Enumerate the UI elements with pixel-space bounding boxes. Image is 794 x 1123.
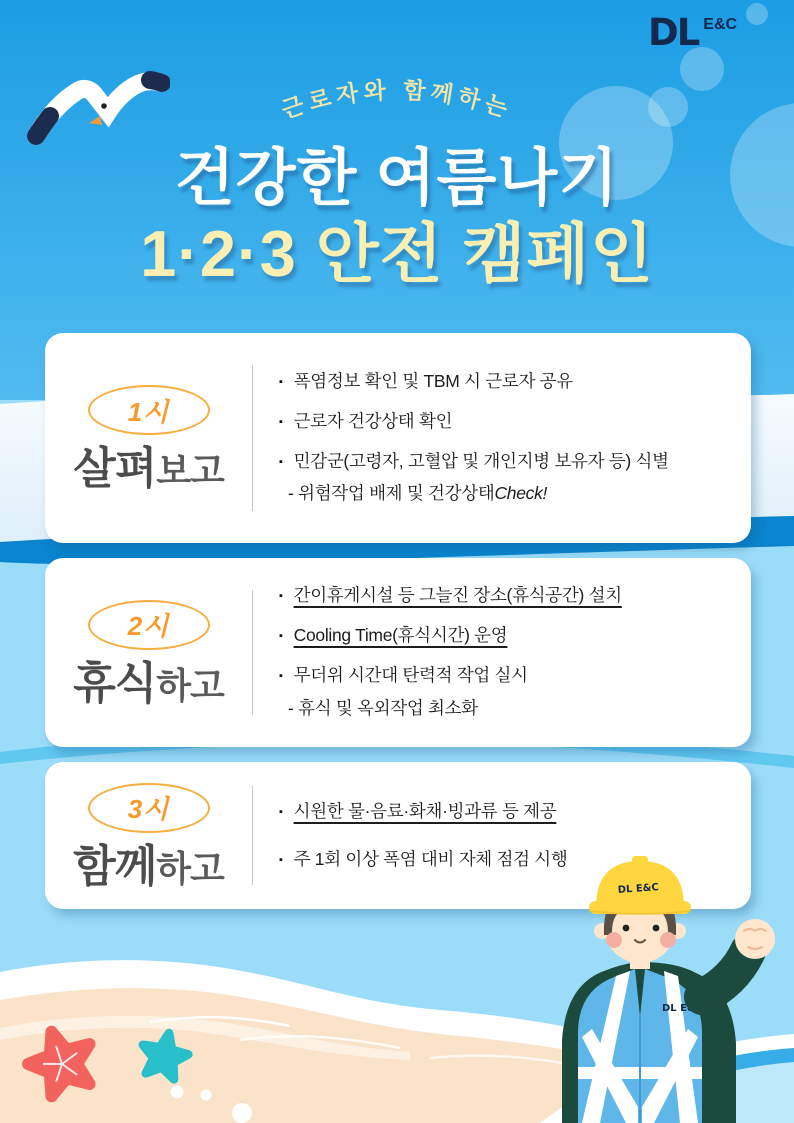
card-3-title-rest: 하고 xyxy=(156,847,224,889)
worker-blush-right xyxy=(660,932,676,948)
card-3-badge: 3시 xyxy=(88,783,210,833)
svg-text:근로자와 함께하는 xyxy=(278,77,515,123)
card-2-title-strong: 휴식 xyxy=(73,658,157,708)
list-item xyxy=(279,411,737,433)
seagull-eye xyxy=(101,103,107,109)
poster-title-line1: 건강한 여름나기 xyxy=(174,144,620,213)
tagline-text: 근로자와 함께하는 xyxy=(278,76,516,124)
poster-title-line2: 1·2·3 안전 캠페인 xyxy=(140,217,654,290)
list-item xyxy=(279,665,737,687)
card-1-title-rest: 보고 xyxy=(156,450,224,491)
card-2-title-rest: 하고 xyxy=(156,664,224,706)
worker-eye-right xyxy=(653,925,660,932)
list-item xyxy=(279,585,737,607)
tagline-arc xyxy=(187,44,607,144)
worker-helmet xyxy=(589,856,691,914)
list-item-text: ▪ 시원한 물·음료·화채·빙과류 등 제공 xyxy=(293,800,557,821)
construction-worker-illustration xyxy=(534,855,794,1123)
worker-raised-arm xyxy=(702,951,748,997)
card-3-title-strong: 함께 xyxy=(73,841,157,891)
list-item-text: ▪ Cooling Time(휴식시간) 운영 xyxy=(293,625,508,646)
worker-fist xyxy=(735,919,775,959)
card-2-left xyxy=(45,558,252,747)
list-item-text: ▪ 민감군(고령자, 고혈압 및 개인지병 보유자 등) 식별 xyxy=(293,450,669,471)
card-1-left xyxy=(45,333,252,543)
card-2-title xyxy=(73,658,224,708)
card-3-left xyxy=(45,762,252,909)
list-item-text: ▪ 주 1회 이상 폭염 대비 자체 점검 시행 xyxy=(293,848,568,869)
list-item-text: ▪ 무더위 시간대 탄력적 작업 실시 xyxy=(293,665,528,685)
list-item-text: - 위험작업 배제 및 건강상태 xyxy=(288,483,495,504)
worker-eye-left xyxy=(623,925,630,932)
list-subitem xyxy=(279,698,737,720)
worker-helmet-logo: DL E&C xyxy=(617,882,660,896)
card-1-check xyxy=(45,333,751,543)
card-1-badge: 1시 xyxy=(88,385,210,435)
list-item xyxy=(279,371,737,393)
card-2-badge: 2시 xyxy=(88,600,210,650)
brand-logo xyxy=(648,11,738,54)
seagull-beak xyxy=(89,116,102,125)
card-1-title xyxy=(73,444,224,493)
card-1-items xyxy=(253,333,751,543)
worker-blush-left xyxy=(606,932,622,948)
worker-vest-logo: DL E&C xyxy=(662,1003,704,1014)
list-item xyxy=(279,451,737,473)
list-item-text: ▪ 근로자 건강상태 확인 xyxy=(293,410,453,431)
card-1-title-strong: 살펴 xyxy=(73,444,157,493)
list-item-emphasis: Check! xyxy=(494,483,548,504)
brand-logo-dl: DL xyxy=(648,11,699,54)
seagull-icon xyxy=(20,50,170,145)
list-item-text: - 휴식 및 옥외작업 최소화 xyxy=(288,697,478,718)
list-item-text: ▪ 폭염정보 확인 및 TBM 시 근로자 공유 xyxy=(293,370,573,391)
card-2-rest xyxy=(45,558,751,747)
card-3-title xyxy=(73,841,224,891)
list-item xyxy=(279,801,737,823)
brand-logo-enc: E&C xyxy=(703,16,738,33)
card-2-items xyxy=(253,558,751,747)
list-subitem xyxy=(279,483,737,505)
list-item xyxy=(279,625,737,647)
list-item-text: ▪ 간이휴게시설 등 그늘진 장소(휴식공간) 설치 xyxy=(293,585,622,606)
